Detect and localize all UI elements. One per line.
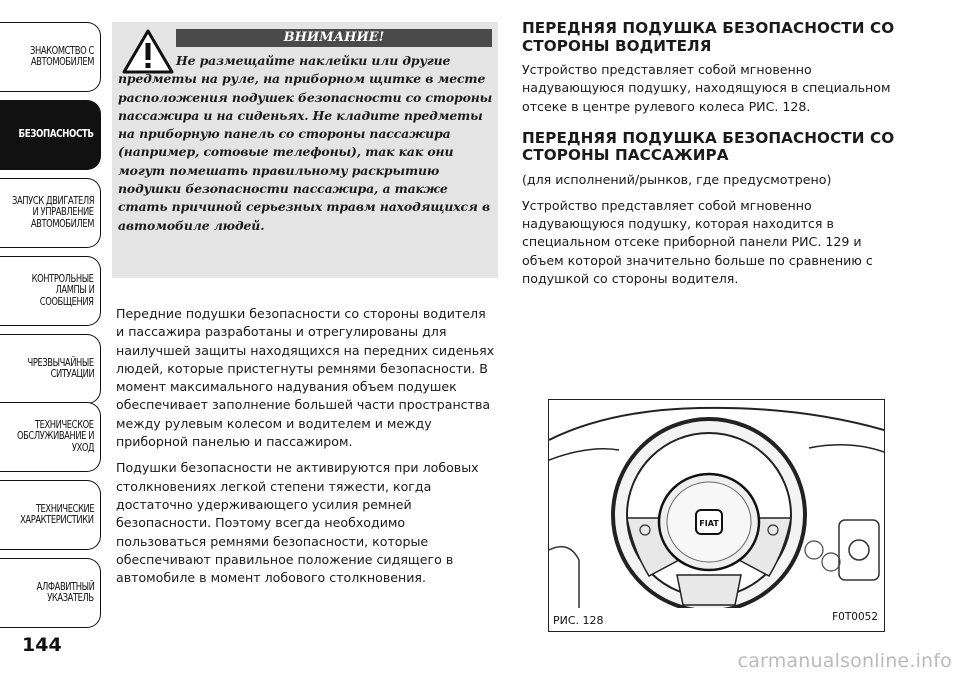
tab-label: СИТУАЦИИ	[50, 369, 94, 380]
tab-harakteristiki[interactable]	[0, 480, 101, 550]
tab-chrezvychainye[interactable]	[0, 334, 101, 404]
warning-title: ВНИМАНИЕ!	[176, 29, 492, 47]
tab-bezopasnost[interactable]	[0, 100, 101, 170]
watermark: carmanualsonline.info	[737, 650, 952, 672]
tab-label: ЗАПУСК ДВИГАТЕЛЯ	[11, 195, 94, 207]
tab-label: СООБЩЕНИЯ	[40, 296, 94, 308]
driver-airbag-text: Устройство представляет собой мгновенно надувающуюся подушку, находящуюся в специальном отсеке в центре рулевого колеса РИС. 128.	[522, 62, 891, 114]
tab-label: АВТОМОБИЛЕМ	[30, 218, 94, 230]
tab-label: ЛАМПЫ И	[55, 285, 94, 297]
warning-box	[112, 22, 498, 278]
tab-znakomstvo[interactable]	[0, 22, 101, 92]
figure-code: F0T0052	[832, 611, 878, 623]
paragraph: Подушки безопасности не активируются при лобовых столкновениях легкой степени тяжести, когда достаточно удерживающего усилия ремней безопасности. Поэтому всегда необходимо пользоваться ремнями безопасности, которые обеспечивают правильное положение сидящего в автомобиле в момент лобового столкновения.	[116, 460, 479, 586]
passenger-airbag-note: (для исполнений/рынков, где предусмотрено)	[522, 171, 832, 187]
tab-label: АЛФАВИТНЫЙ	[36, 581, 94, 593]
tab-label: БЕЗОПАСНОСТЬ	[18, 128, 94, 141]
tab-label: ТЕХНИЧЕСКОЕ	[35, 419, 94, 431]
passenger-airbag-heading: ПЕРЕДНЯЯ ПОДУШКА БЕЗОПАСНОСТИ СО СТОРОНЫ ПАССАЖИРА	[522, 128, 895, 165]
warning-text: Не размещайте наклейки или другие предметы на руле, на приборном щитке в месте расположения подушек безопасности со стороны пассажира и на сиденьях. Не кладите предметы на приборную панель со стороны пассажира (например, сотовые телефоны), так как они могут помешать правильному раскрытию подушки безопасности пассажира, а также стать причиной серьезных травм находящихся в автомобиле людей.	[118, 53, 493, 233]
page-number: 144	[22, 634, 62, 656]
tab-label: ЧРЕЗВЫЧАЙНЫЕ	[27, 357, 94, 369]
figure-label: РИС. 128	[553, 614, 604, 627]
paragraph: Передние подушки безопасности со стороны водителя и пассажира разработаны и отрегулированы для наилучшей защиты находящихся на передних сиденьях людей, которые пристегнуты ремнями безопасности. В момент максимального надувания объем подушек обеспечивает заполнение большей части пространства между рулевым колесом и водителем и между приборной панелью и пассажиром.	[116, 306, 495, 450]
tab-label: УХОД	[71, 442, 94, 454]
tab-ukazatel[interactable]	[0, 558, 101, 628]
tab-label: ЗНАКОМСТВО С	[30, 45, 94, 57]
tab-zapusk[interactable]	[0, 178, 101, 248]
tab-kontrolnye[interactable]	[0, 256, 101, 326]
fiat-badge-text: FIAT	[699, 519, 719, 528]
left-column	[116, 305, 496, 595]
passenger-airbag-text: Устройство представляет собой мгновенно надувающуюся подушку, которая находится в специальном отсеке приборной панели РИС. 129 и объем которой значительно больше по сравнению с подушкой со стороны водителя.	[522, 197, 873, 287]
tab-label: И УПРАВЛЕНИЕ	[32, 207, 94, 219]
driver-airbag-heading: ПЕРЕДНЯЯ ПОДУШКА БЕЗОПАСНОСТИ СО СТОРОНЫ ВОДИТЕЛЯ	[522, 19, 895, 55]
figure-128	[548, 399, 885, 632]
tab-obsluzhivanie[interactable]	[0, 402, 101, 472]
tab-label: КОНТРОЛЬНЫЕ	[32, 273, 94, 285]
tab-label: УКАЗАТЕЛЬ	[47, 593, 94, 604]
right-column	[522, 20, 906, 296]
tab-label: ОБСЛУЖИВАНИЕ И	[16, 431, 94, 443]
steering-wheel-illustration	[549, 400, 884, 608]
tab-label: АВТОМОБИЛЕМ	[30, 57, 94, 68]
tab-label: ТЕХНИЧЕСКИЕ	[35, 503, 94, 515]
tab-label: ХАРАКТЕРИСТИКИ	[20, 515, 94, 526]
